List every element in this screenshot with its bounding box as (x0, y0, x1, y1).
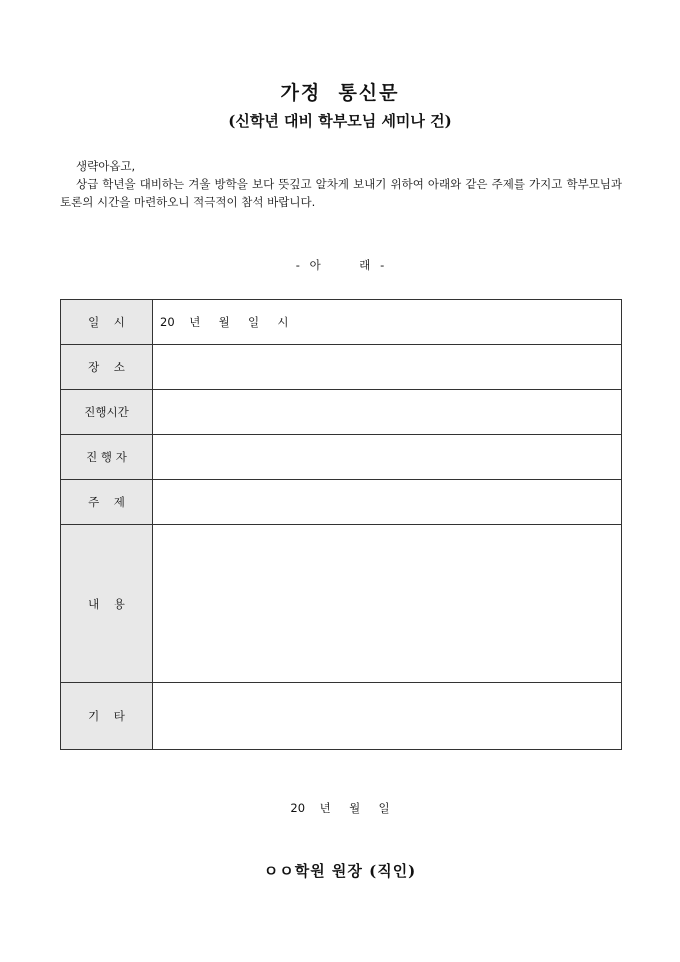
row-label-place: 장 소 (61, 345, 153, 390)
document-subtitle: (신학년 대비 학부모님 세미나 건) (228, 112, 452, 130)
table-row (61, 480, 622, 525)
row-value-host[interactable] (153, 435, 622, 480)
signature-line: ㅇㅇ학원 원장 (직인) (263, 862, 417, 880)
table-row (61, 300, 622, 345)
below-heading: - 아 래 - (295, 258, 385, 272)
row-value-topic[interactable] (153, 480, 622, 525)
row-value-content[interactable] (153, 525, 622, 683)
greeting-text: 생략아옵고, (76, 159, 136, 173)
table-row (61, 390, 622, 435)
row-label-topic: 주 제 (61, 480, 153, 525)
row-value-duration[interactable] (153, 390, 622, 435)
table-row (61, 435, 622, 480)
letter-body (60, 157, 622, 211)
row-label-duration: 진행시간 (61, 390, 153, 435)
seminar-info-table (60, 299, 622, 750)
document-title: 가정 통신문 (280, 82, 400, 104)
row-value-other[interactable] (153, 683, 622, 750)
row-label-content: 내 용 (61, 525, 153, 683)
table-row (61, 525, 622, 683)
table-row (61, 345, 622, 390)
row-label-host: 진 행 자 (61, 435, 153, 480)
table-row (61, 683, 622, 750)
row-label-datetime: 일 시 (61, 300, 153, 345)
footer-date: 20 년 월 일 (290, 801, 390, 815)
body-paragraph: 상급 학년을 대비하는 겨울 방학을 보다 뜻깊고 알차게 보내기 위하여 아래와 같은 주제를 가지고 학부모님과 토론의 시간을 마련하오니 적극적이 참석 바랍니다. (60, 177, 622, 209)
row-value-place[interactable] (153, 345, 622, 390)
row-label-other: 기 타 (61, 683, 153, 750)
row-value-datetime[interactable]: 20 년 월 일 시 (153, 300, 622, 345)
